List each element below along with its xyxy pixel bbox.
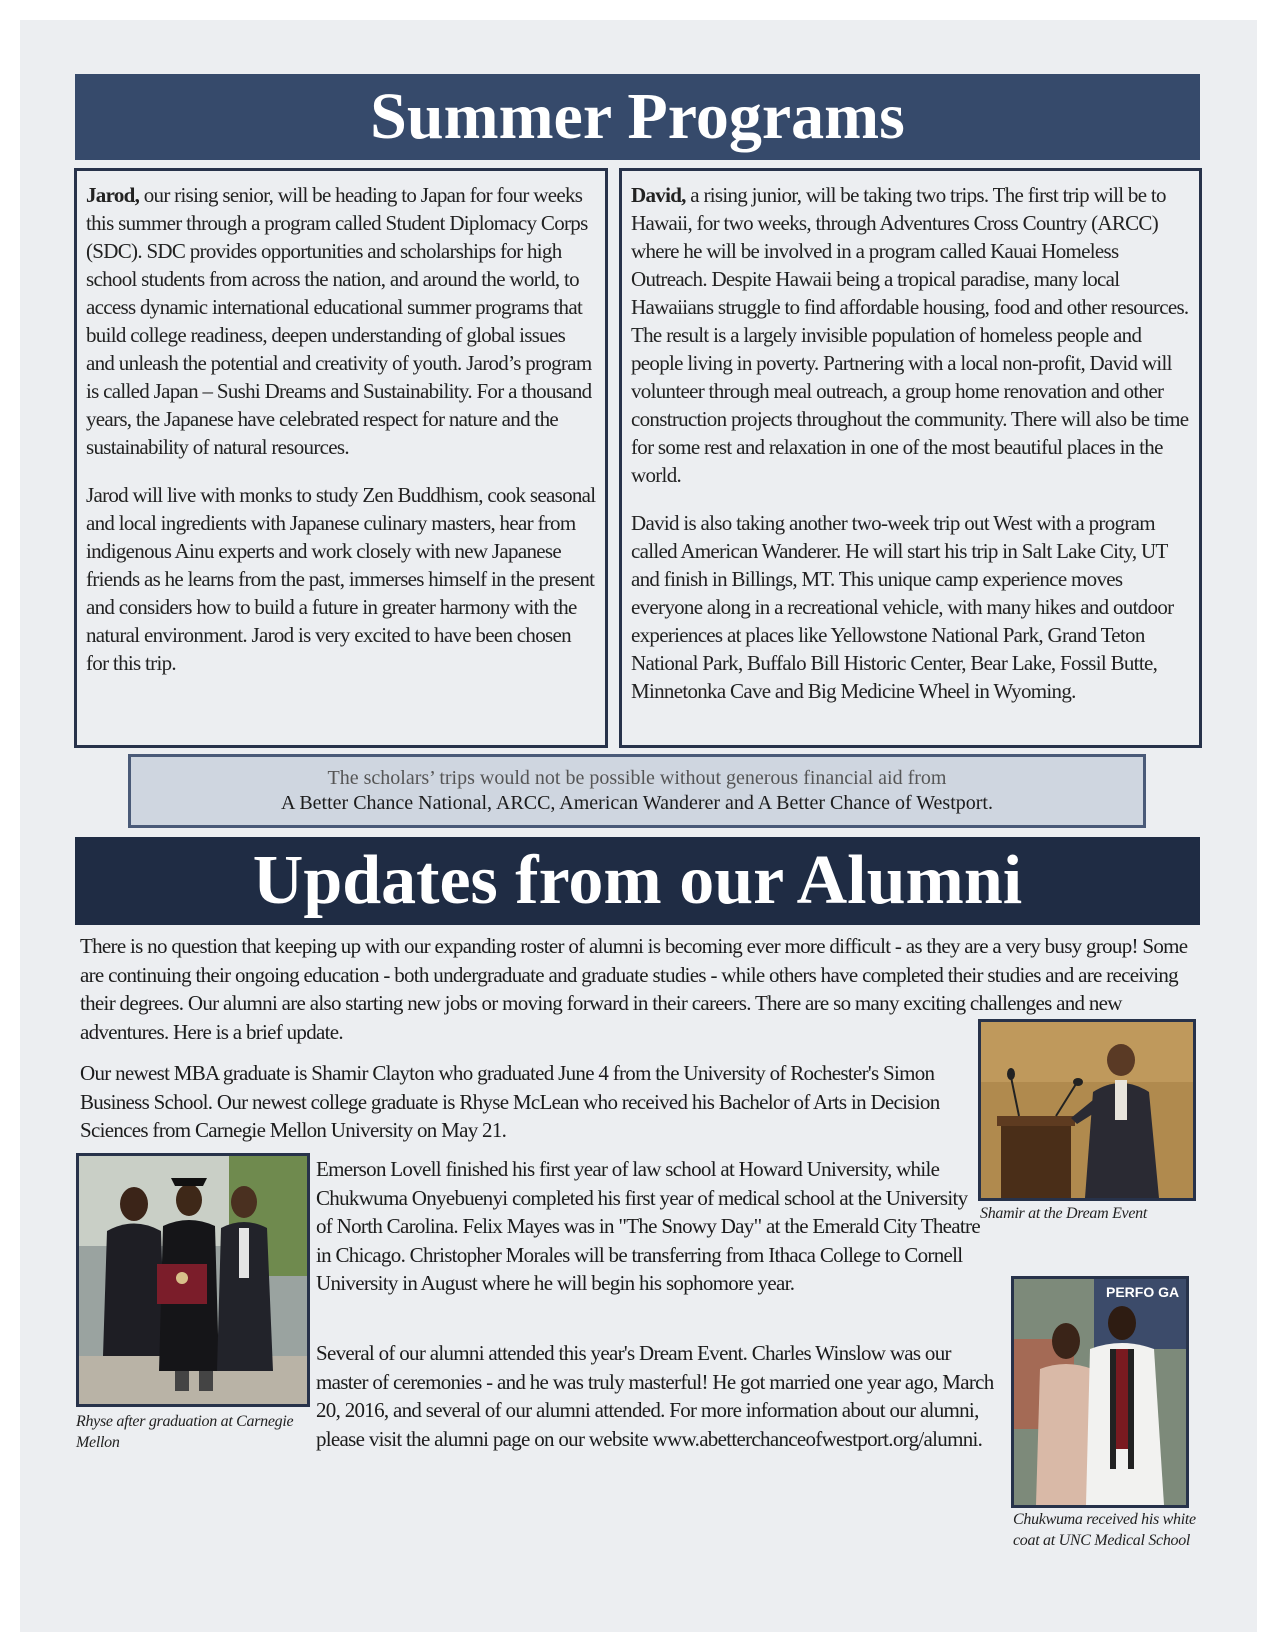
david-lead: David, [631, 183, 686, 207]
jarod-paragraph-2: Jarod will live with monks to study Zen Buddhism, cook seasonal and local ingredients with Japanese culinary masters, hear from indigenous Ainu experts and work closely with new Japanese friends as he learns from the past, immerses himself in the present and considers how to build a future in greater harmony with the natural environment. Jarod is very excited to have been chosen for this trip. [86, 483, 596, 675]
credit-line-2: A Better Chance National, ARCC, American Wanderer and A Better Chance of Westport. [281, 792, 993, 814]
rhyse-photo [76, 1153, 310, 1407]
shamir-photo [978, 1019, 1196, 1201]
alumni-intro-paragraph: There is no question that keeping up with our expanding roster of alumni is becoming ever more difficult - as they are a very busy group! Some are continuing their ongoing education - both undergraduate and graduate studies - while others have completed their studies and are receiving their degrees. Our alumni are also starting new jobs or moving forward in their careers. There are so many exciting challenges and new adventures. Here is a brief update. [80, 934, 1188, 1044]
summer-programs-title: Summer Programs [75, 74, 1200, 160]
alumni-updates-title: Updates from our Alumni [75, 837, 1200, 925]
financial-aid-credit [128, 754, 1146, 828]
david-paragraph-1 [631, 181, 1191, 489]
alumni-mba-paragraph: Our newest MBA graduate is Shamir Clayton who graduated June 4 from the University of Rochester's Simon Business School. Our newest college graduate is Rhyse McLean who received his Bachelor of Arts in Decision Sciences from Carnegie Mellon University on May 21. [80, 1061, 940, 1142]
jarod-article [74, 168, 608, 748]
alumni-emerson-paragraph: Emerson Lovell finished his first year of law school at Howard University, while Chukwuma Onyebuenyi completed his first year of medical school at the University of North Carolina. Felix Mayes was in "The Snowy Day" at the Emerald City Theatre in Chicago. Christopher Morales will be transferring from Ithaca College to Cornell University in August where he will begin his sophomore year. [316, 1157, 980, 1295]
rhyse-caption: Rhyse after graduation at Carnegie Mellon [76, 1413, 294, 1451]
david-article [619, 168, 1202, 748]
chukwuma-caption: Chukwuma received his white coat at UNC Medical School [1013, 1511, 1196, 1549]
david-p1-text: a rising junior, will be taking two trips. The first trip will be to Hawaii, for two weeks, through Adventures Cross Country (ARCC) where he will be involved in a program called Kauai Homeless Outreach. Despite Hawaii being a tropical paradise, many local Hawaiians struggle to find affordable housing, food and other resources. The result is a largely invisible population of homeless people and people living in poverty. Partnering with a local non-profit, David will volunteer through meal outreach, a group home renovation and other construction projects throughout the community. There will also be time for some rest and relaxation in one of the most beautiful places in the world. [631, 183, 1189, 487]
chukwuma-photo [1011, 1276, 1189, 1508]
alumni-dream-event-paragraph: Several of our alumni attended this year's Dream Event. Charles Winslow was our master of ceremonies - and he was truly masterful! He got married one year ago, March 20, 2016, and several of our alumni attended. For more information about our alumni, please visit the alumni page on our website www.abetterchanceofwestport.org/alumni. [316, 1341, 994, 1451]
shamir-photo-illustration [981, 1022, 1193, 1198]
jarod-lead: Jarod, [86, 183, 140, 207]
jarod-paragraph-1 [86, 181, 597, 461]
david-paragraph-2: David is also taking another two-week trip out West with a program called American Wanderer. He will start his trip in Salt Lake City, UT and finish in Billings, MT. This unique camp experience moves everyone along in a recreational vehicle, with many hikes and outdoor experiences at places like Yellowstone National Park, Grand Teton National Park, Buffalo Bill Historic Center, Bear Lake, Fossil Butte, Minnetonka Cave and Big Medicine Wheel in Wyoming. [631, 511, 1174, 703]
credit-line-1: The scholars’ trips would not be possible without generous financial aid from [327, 767, 947, 789]
rhyse-photo-illustration [79, 1156, 307, 1404]
shamir-caption: Shamir at the Dream Event [980, 1205, 1147, 1222]
chukwuma-photo-illustration [1014, 1279, 1186, 1505]
photo-sign-text: PERFO GA [1106, 1284, 1180, 1300]
jarod-p1-text: our rising senior, will be heading to Japan for four weeks this summer through a program called Student Diplomacy Corps (SDC). SDC provides opportunities and scholarships for high school students from across the nation, and around the world, to access dynamic international educational summer programs that build college readiness, deepen understanding of global issues and unleash the potential and creativity of youth. Jarod’s program is called Japan – Sushi Dreams and Sustainability. For a thousand years, the Japanese have celebrated respect for nature and the sustainability of natural resources. [86, 183, 592, 459]
